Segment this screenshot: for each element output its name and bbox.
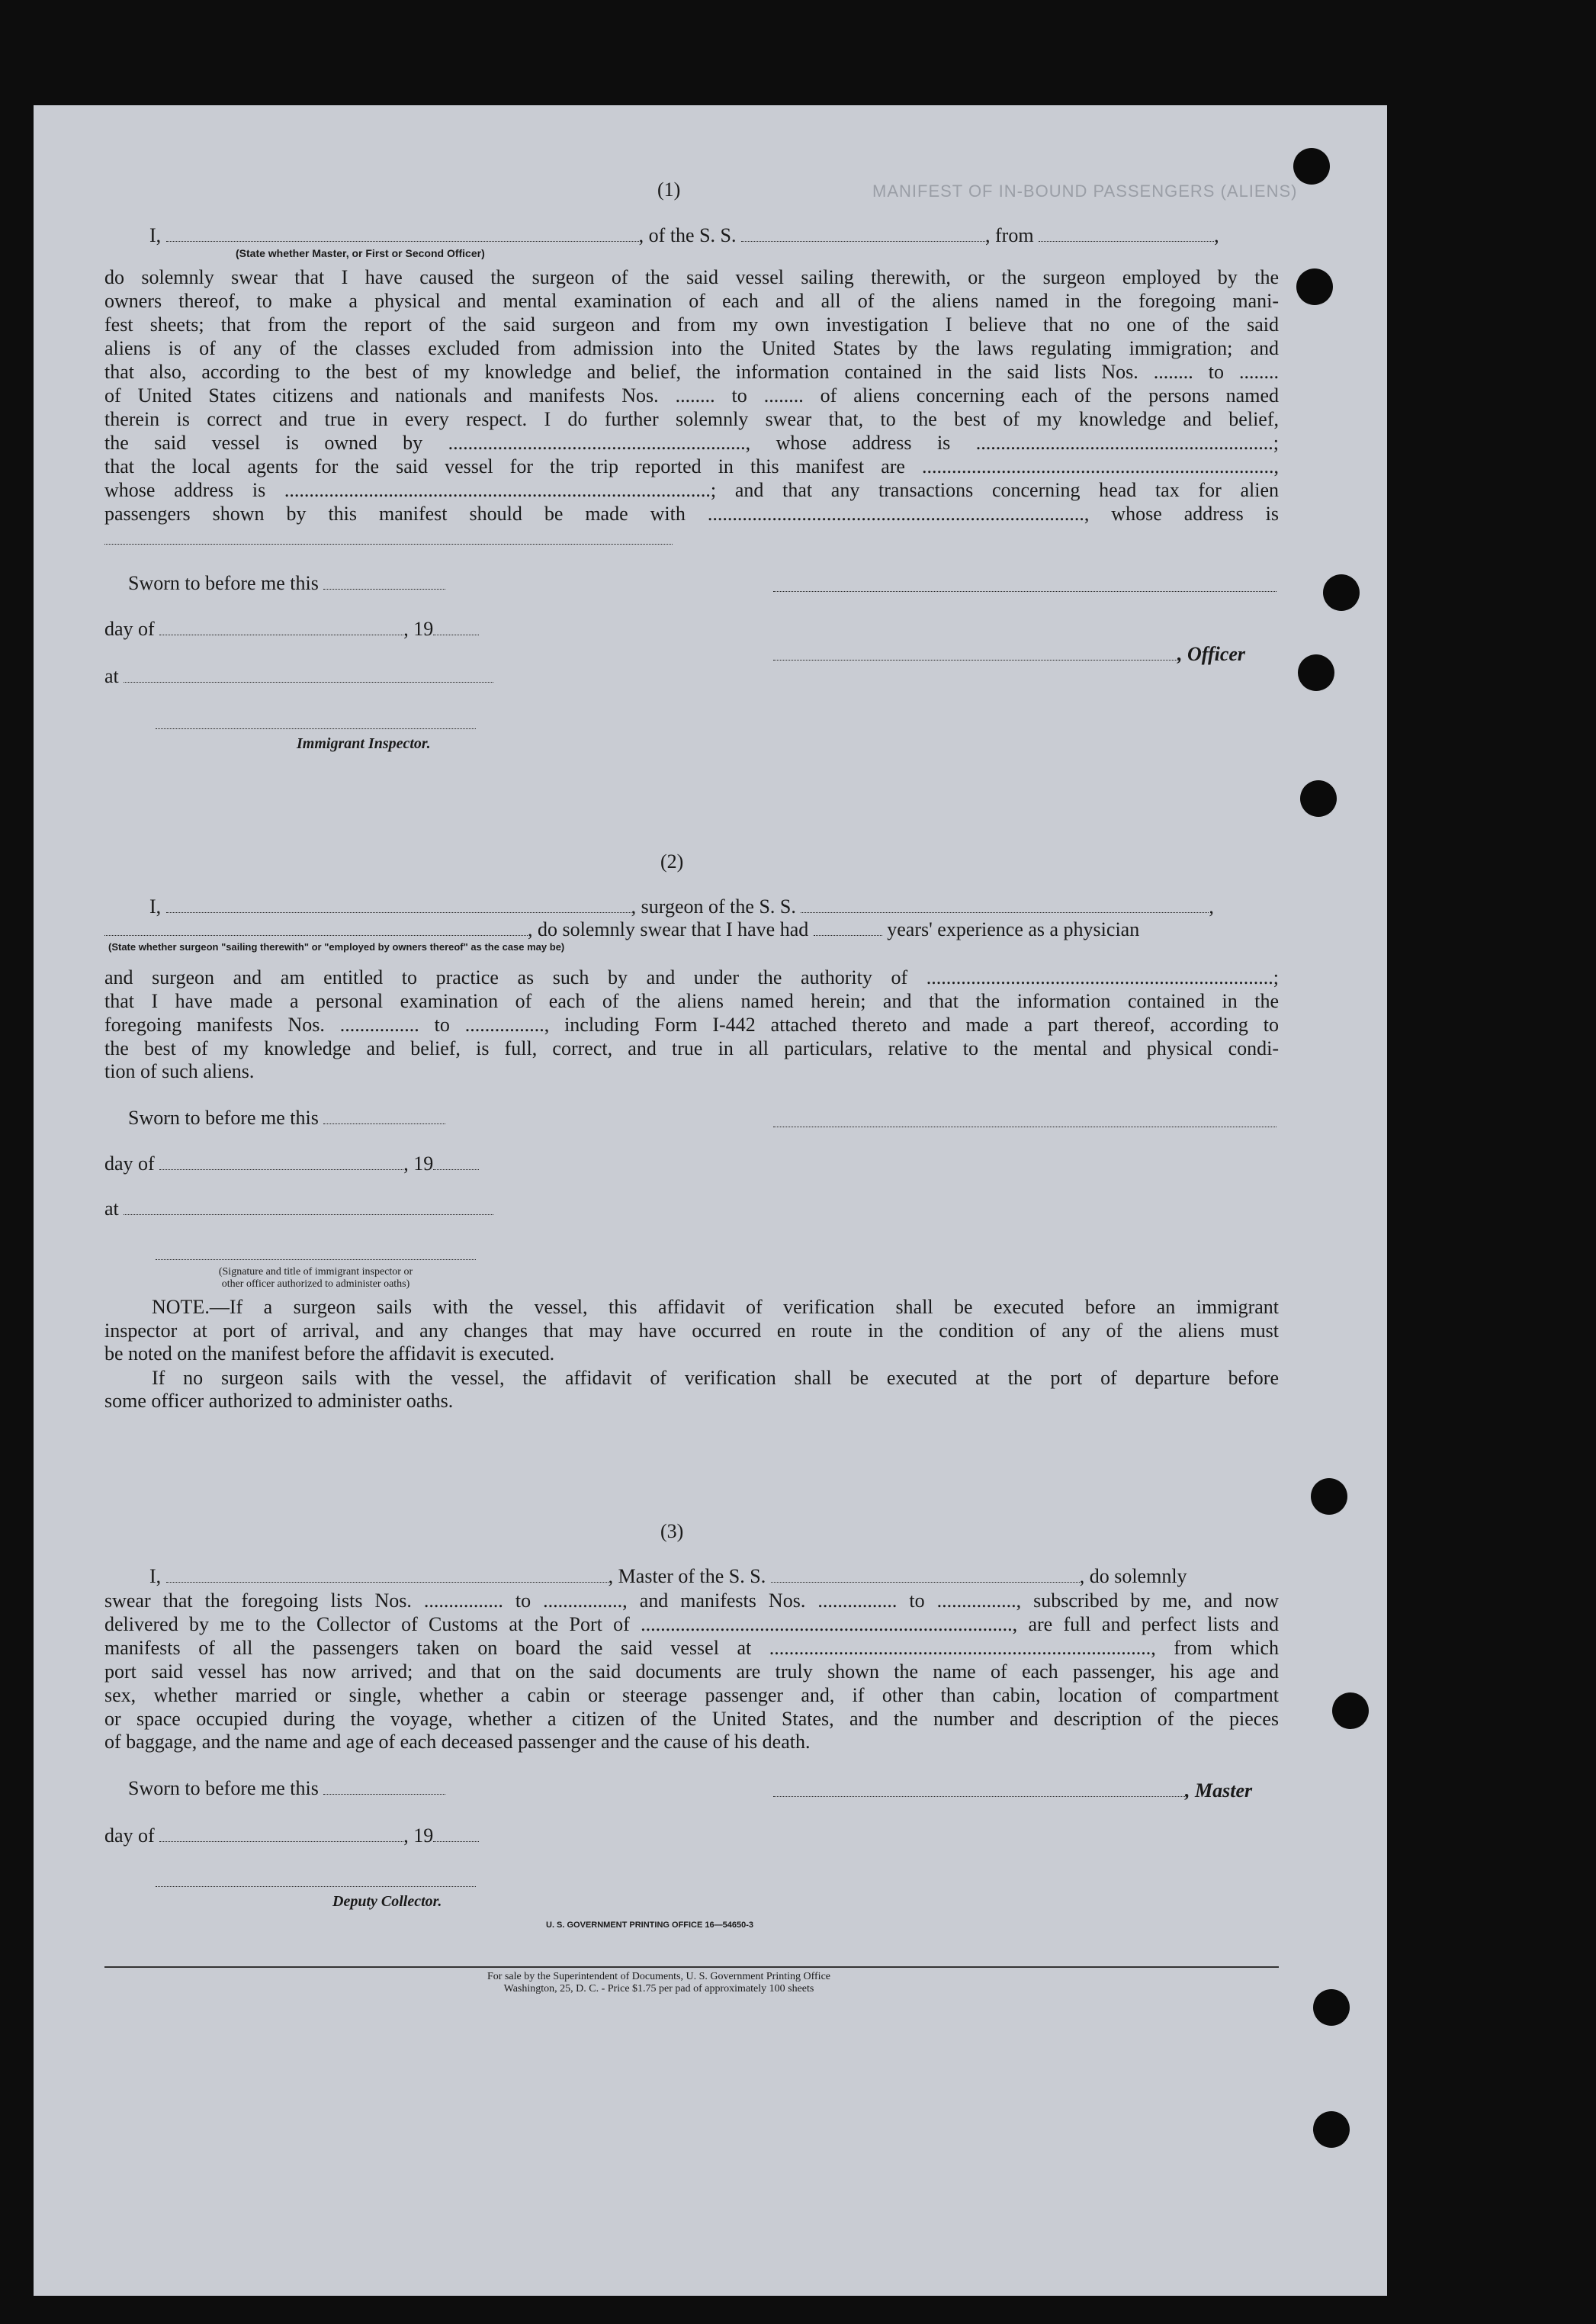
section-2-paragraph-last: tion of such aliens.: [104, 1060, 255, 1082]
binder-hole: [1323, 574, 1360, 611]
section-1-inspector-label: Immigrant Inspector.: [297, 735, 431, 752]
section-2-note-last: be noted on the manifest before the affidavit is executed.: [104, 1342, 555, 1365]
footer-text: For sale by the Superintendent of Documents, U. S. Government Printing Office Washington, 25, D. C. - Price $1.75 per pad of approximately 100 sheets: [487, 1971, 830, 1995]
binder-hole: [1298, 654, 1334, 691]
section-3-day: day of , 19: [104, 1824, 479, 1847]
section-1-number: (1): [657, 178, 681, 201]
binder-hole: [1313, 2111, 1350, 2148]
binder-hole: [1332, 1692, 1369, 1729]
section-3-master-line: , Master: [773, 1779, 1252, 1802]
binder-hole: [1313, 1989, 1350, 2026]
section-3-paragraph: swear that the foregoing lists Nos. ................ to ................, and manifests Nos. ................ to ................, subscribed by me, and now delivered by me to the Collector of Customs at the Port of ..........................................................................., are full and perfect lists and manifests of all the passengers taken on board the said vessel at ............................................................................., from which port said vessel has now arrived; and that on the said documents are truly shown the name of each passenger, his age and sex, whether married or single, whether a cabin or steerage passenger and, if other than cabin, location of compartment or space occupied during the voyage, whether a citizen of the United States, and the number and description of the pieces: [104, 1590, 1279, 1730]
binder-hole: [1300, 780, 1337, 817]
section-3-line-1: I, , Master of the S. S. , do solemnly: [149, 1565, 1187, 1587]
section-3-deputy-line: [156, 1885, 476, 1887]
section-1-continuation-line: [104, 543, 673, 545]
section-2-note: NOTE.—If a surgeon sails with the vessel, this affidavit of verification shall be executed before an immigrant inspector at port of arrival, and any changes that may have occurred en route in the condition of any of the aliens must: [104, 1296, 1279, 1342]
section-1-officer-note: (State whether Master, or First or Second Officer): [236, 247, 485, 259]
section-2-surgeon-note: (State whether surgeon "sailing therewith" or "employed by owners thereof" as the case may be): [108, 941, 565, 953]
section-1-sworn: Sworn to before me this: [128, 572, 445, 595]
section-2-paragraph: and surgeon and am entitled to practice as such by and under the authority of ......................................................................; that I have made a personal examination of each of the aliens named herein; and that the information contained in the foregoing manifests Nos. ................ to ................, including Form I-442 attached thereto and made a part thereof, according to the best of my knowledge and belief, is full, correct, and true in all particulars, relative to the mental and physical condi-: [104, 966, 1279, 1059]
section-3-sworn: Sworn to before me this: [128, 1777, 445, 1800]
faded-header: MANIFEST OF IN-BOUND PASSENGERS (ALIENS): [872, 182, 1298, 201]
section-3-paragraph-last: of baggage, and the name and age of each deceased passenger and the cause of his death.: [104, 1731, 811, 1753]
section-1-officer-line: , Officer: [773, 643, 1245, 666]
section-2-line-1: I, , surgeon of the S. S. ,: [149, 895, 1214, 918]
section-2-number: (2): [660, 850, 684, 873]
footer-rule: [104, 1966, 1279, 1968]
binder-hole: [1296, 268, 1333, 305]
section-2-at: at: [104, 1197, 493, 1220]
section-2-line-2: , do solemnly swear that I have had years' experience as a physician: [104, 918, 1139, 941]
section-2-day: day of , 19: [104, 1152, 479, 1175]
section-1-at: at: [104, 665, 493, 688]
section-2-sworn: Sworn to before me this: [128, 1107, 445, 1130]
section-2-signature-line: [773, 1126, 1276, 1127]
section-1-day: day of , 19: [104, 618, 479, 641]
section-2-note-2-last: some officer authorized to administer oaths.: [104, 1390, 454, 1412]
section-1-paragraph: do solemnly swear that I have caused the surgeon of the said vessel sailing therewith, or the surgeon employed by the owners thereof, to make a physical and mental examination of each and all of the aliens named in the foregoing mani- fest sheets; that from the report of the said surgeon and from my own investigation I believe that no one of the said aliens is of any of the classes excluded from admission into the United States by the laws regulating immigration; and that also, according to the best of my knowledge and belief, the information contained in the said lists Nos. ........ to ........ of United States citizens and nationals and manifests Nos. ........ to ........ of aliens concerning each of the persons named therein is correct and true in every respect. I do further solemnly swear that, to the best of my knowledge and belief, the said vessel is owned by ............................................................, whose address is ............................................................; that the local agents for the said vessel for the trip reported in this manifest are ......................................................................., whose address is ......................................................................................; and that any transactions concerning head tax for alien passengers shown by this manifest should be made with ............................................................................, whose address is: [104, 266, 1279, 525]
section-1-signature-line: [773, 590, 1276, 592]
section-1-inspector-line: [156, 728, 476, 729]
section-2-signature-note: (Signature and title of immigrant inspector or other officer authorized to administer oaths): [218, 1266, 413, 1290]
form-sheet: [34, 105, 1387, 2296]
section-2-inspector-line: [156, 1258, 476, 1260]
binder-hole: [1311, 1478, 1347, 1515]
section-3-deputy-label: Deputy Collector.: [332, 1893, 442, 1910]
gpo-imprint: U. S. GOVERNMENT PRINTING OFFICE 16—54650-3: [546, 1921, 754, 1930]
binder-hole: [1293, 148, 1330, 185]
section-1-line-1: I, , of the S. S. , from ,: [149, 224, 1219, 246]
section-2-note-2: If no surgeon sails with the vessel, the affidavit of verification shall be executed at the port of departure before: [152, 1367, 1279, 1389]
section-3-number: (3): [660, 1520, 684, 1542]
